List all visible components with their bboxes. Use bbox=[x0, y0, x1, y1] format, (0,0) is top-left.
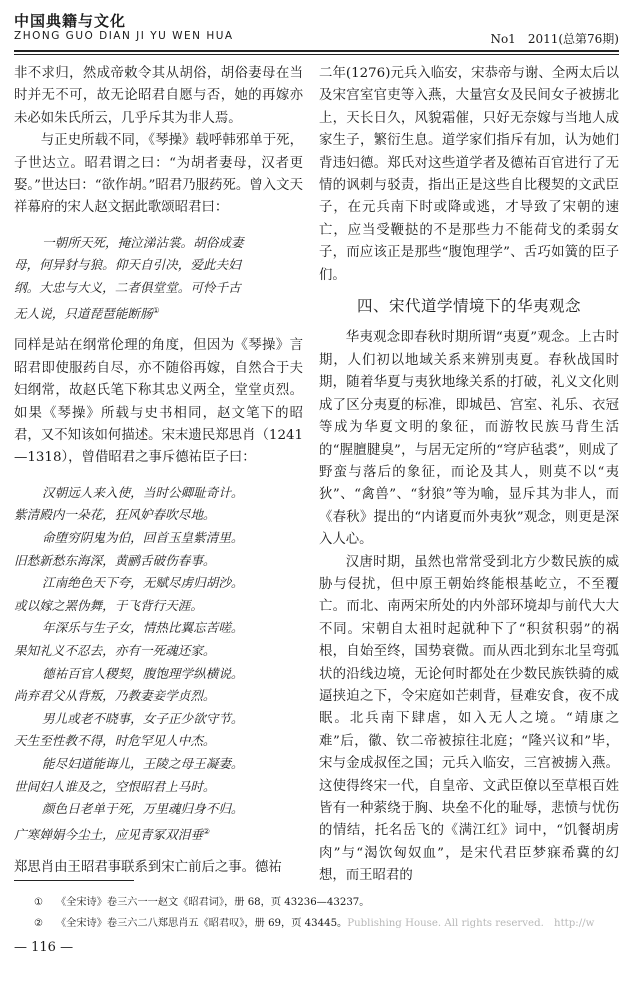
footnote-text: 《全宋诗》卷三六二八郑思肖五《昭君叹》，册 69，页 43445。 bbox=[56, 918, 348, 929]
issue-number: No1 2011(总第76期) bbox=[490, 32, 619, 46]
poem-line: 能尽妇道能诲儿，王陵之母王凝妻。 bbox=[42, 755, 244, 771]
paragraph: 与正史所载不同，《琴操》载呼韩邪单于死，子世达立。昭君谓之曰：“为胡者妻母，汉者更娶。”世达曰：“欲作胡。”昭君乃服药死。曾入文天祥幕府的宋人赵文据此歌颂昭君曰： bbox=[14, 133, 303, 216]
poem-line: 尚弃君父从背叛，乃教妻妾学贞烈。 bbox=[14, 688, 216, 704]
footnote-rule bbox=[14, 880, 134, 881]
poem-line: 旧愁新愁东海深，黄鹂舌破伤春事。 bbox=[14, 552, 216, 568]
poem-line: 江南绝色天下夸，无赋尽虏归胡沙。 bbox=[42, 575, 244, 591]
poem-quote-zheng-sixiao bbox=[14, 482, 303, 847]
right-column bbox=[319, 63, 619, 888]
poem-line: 汉朝远人来入使，当时公卿耻奇计。 bbox=[42, 484, 244, 500]
paragraph: 非不求归，然成帝敕令其从胡俗，胡俗妻母在当时并无不可，故无论昭君自愿与否，她的再嫁亦未必如朱氏所云，几乎斥其为非人焉。 bbox=[14, 66, 303, 126]
paragraph: 华夷观念即春秋时期所谓“夷夏”观念。上古时期，人们初以地域关系来辨别夷夏。春秋战国时期，随着华夏与夷狄地缘关系的打破，礼义文化则成了区分夷夏的标准，即城邑、宫室、礼乐、衣冠等成为华夏文明的象征，而游牧民族马背生活的“腥膻腱臭”，与居无定所的“穹庐毡裘”，则成了野蛮与落后的象征，而论及其人，则莫不以“夷狄”、“禽兽”、“豺狼”等为喻，显斥其为非人，而《春秋》提出的“内诸夏而外夷狄”观念，则更是深入人心。 bbox=[319, 330, 619, 548]
footnote-text: 《全宋诗》卷三六一一赵文《昭君词》，册 68，页 43236—43237。 bbox=[56, 897, 370, 908]
poem-line: 天生至性教不得，时危罕见人中杰。 bbox=[14, 733, 216, 749]
header-rule-thin bbox=[14, 54, 619, 55]
poem-line bbox=[14, 300, 303, 326]
copyright-watermark: Publishing House. All rights reserved. http://w bbox=[347, 918, 595, 929]
footnote-ref: ① bbox=[152, 305, 160, 315]
poem-line-text: 广寒婵娟今尘土，应见青冢双泪垂 bbox=[14, 826, 203, 842]
footnote-number: ① bbox=[34, 897, 44, 908]
footnote-number: ② bbox=[34, 918, 44, 929]
poem-line: 命堕穷阴鬼为伯，回首玉皇紫清里。 bbox=[42, 530, 244, 546]
journal-title-en: ZHONG GUO DIAN JI YU WEN HUA bbox=[14, 30, 234, 42]
left-column bbox=[14, 63, 303, 879]
page-header bbox=[14, 10, 619, 50]
page-number: — 116 — bbox=[14, 940, 74, 955]
footnotes bbox=[14, 892, 624, 934]
footnote bbox=[14, 892, 624, 913]
footnote bbox=[14, 913, 624, 934]
poem-line: 年深乐与生子女，情热比翼忘苦嗟。 bbox=[42, 620, 244, 636]
poem-line: 或以嫁之罴伪舞，于飞背行天涯。 bbox=[14, 597, 203, 613]
poem-line: 果知礼义不忍去，亦有一死魂还家。 bbox=[14, 643, 216, 658]
poem-quote-zhao-wen bbox=[14, 232, 303, 326]
paragraph: 郑思肖由王昭君事联系到宋亡前后之事。德祐 bbox=[14, 859, 282, 875]
footnote-ref: ② bbox=[202, 826, 211, 836]
paragraph: 同样是站在纲常伦理的角度，但因为《琴操》言昭君即使服药自尽，亦不随俗再嫁，自然合于夫妇纲常，故赵氏笔下称其忠义两全，堂堂贞烈。如果《琴操》所载与史书相同，赵文笔下的昭君，又不知该如何描述。宋末遗民郑思肖（1241—1318），曾借昭君之事斥德祐臣子曰： bbox=[14, 338, 303, 466]
poem-line: 紫清殿内一朵花，狂风妒春吹尽地。 bbox=[14, 507, 216, 523]
paragraph: 汉唐时期，虽然也常常受到北方少数民族的威胁与侵扰，但中原王朝始终能根基屹立，不至覆亡。而北、南两宋所处的内外部环境却与前代大大不同。宋朝自太祖时起就种下了“积贫积弱”的祸根，自始至终，国势衰微。而从西北到东北呈弯弧状的沿线边境，无论何时都处在少数民族铁骑的威逼挟迫之下，令宋庭如芒刺背，昼难安食，夜不成眠。北兵南下肆虐，如入无人之境。“靖康之难”后，徽、钦二帝被掠往北庭；“隆兴议和”毕，宋与金成叔侄之国；元兵入临安，三宫被掳入燕。这使得终宋一代，自皇帝、文武臣僚以至草根百姓皆有一种萦绕于胸、块垒不化的耻辱，悲愤与忧伤的情结，托名岳飞的《满江红》词中，“饥餐胡虏肉”与“渴饮匈奴血”，是宋代君臣梦寐希冀的幻想，而王昭君的 bbox=[319, 554, 619, 884]
poem-line: 德祐百官人稷契，腹饱理学纵横说。 bbox=[42, 665, 244, 681]
poem-line-text: 无人说，只道琵琶能断肠 bbox=[14, 305, 153, 321]
poem-line: 世间妇人谁及之，空恨昭君上马时。 bbox=[14, 778, 216, 794]
journal-title-cn: 中国典籍与文化 bbox=[14, 12, 127, 30]
poem-line: 母，何异豺与狼。仰天自引决，爱此夫妇 bbox=[14, 257, 241, 273]
section-heading: 四、宋代道学情境下的华夷观念 bbox=[356, 297, 581, 316]
poem-line: 男儿或老不晓事，女子正少欲守节。 bbox=[42, 710, 244, 726]
header-rule bbox=[14, 50, 619, 52]
poem-line bbox=[14, 821, 303, 847]
poem-line: 颜色日老单于死，万里魂归身不归。 bbox=[42, 801, 244, 817]
paragraph: 二年(1276)元兵入临安，宋恭帝与谢、全两太后以及宋宫室官吏等入燕，大量宫女及民间女子被掳北上，天长日久，风貌霜催，只好无奈嫁与当地人成家生子，繁衍生息。道学家们指斥有加，认为她们背违妇德。郑氏对这些道学者及德祐百官进行了无情的讽刺与驳责，指出正是这些自比稷契的文武臣子，在元兵南下时或降或逃，才导致了宋朝的速亡，应当受鞭挞的不是那些力不能荷戈的柔弱女子，而应该正是那些“腹饱理学”、舌巧如簧的臣子们。 bbox=[319, 66, 619, 283]
poem-line: 纲。大忠与大义，二者俱堂堂。可怜千古 bbox=[14, 280, 241, 296]
poem-line: 一朝所天死，掩泣涕沾裳。胡俗成妻 bbox=[42, 234, 244, 250]
